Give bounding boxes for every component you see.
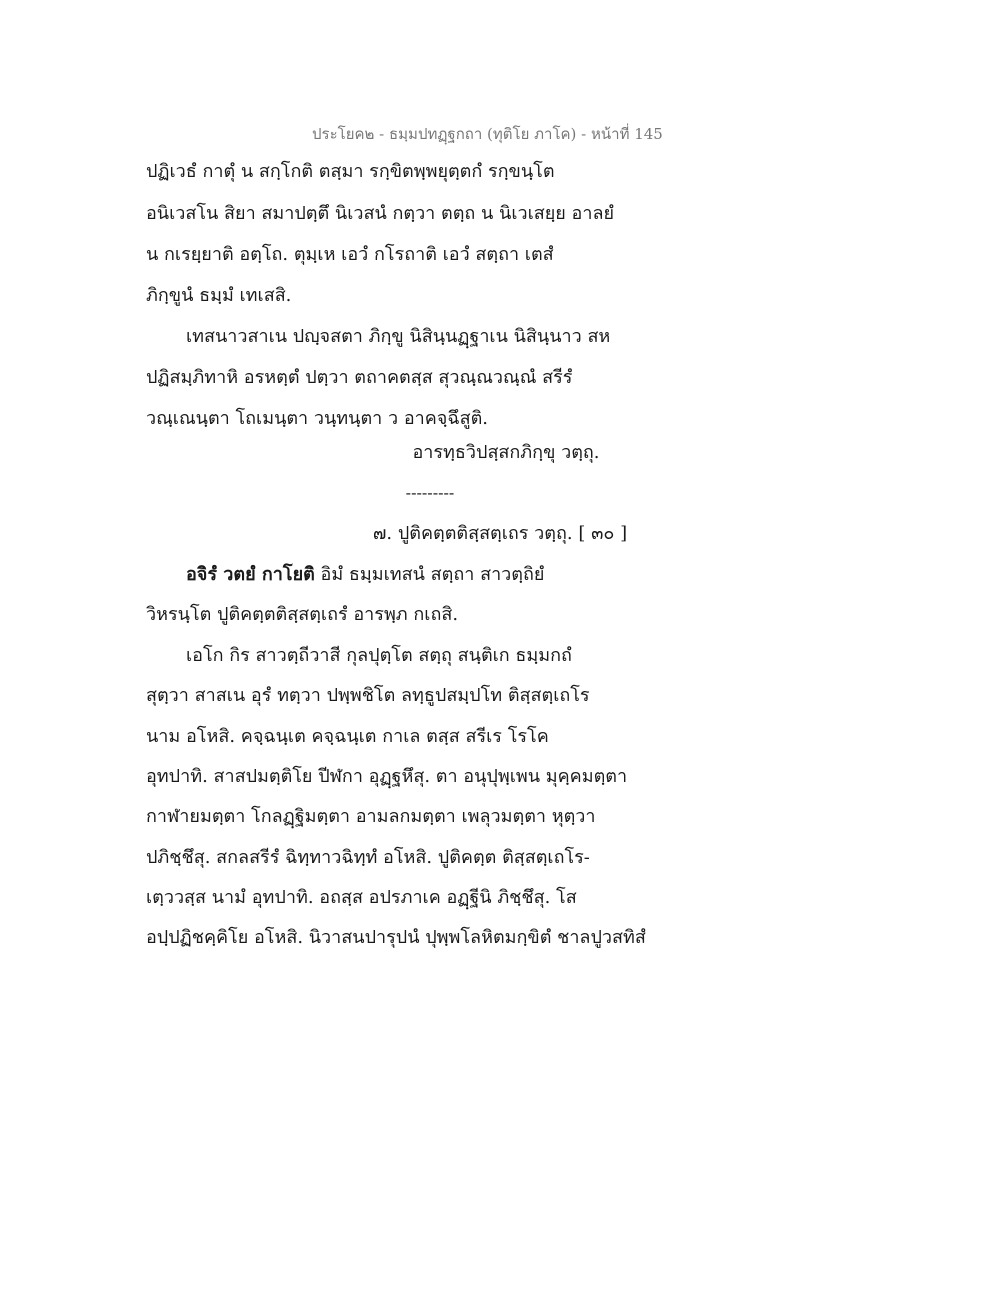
story-end-title: อารทฺธวิปสฺสกภิกฺขุ วตฺถุ. (412, 442, 600, 463)
running-header: ประโยค๒ - ธมฺมปทฏฺฐกถา (ทุติโย ภาโค) - หน้าที่ 145 (312, 125, 663, 143)
paragraph-first-line: เอโก กิร สาวตฺถีวาสี กุลปุตฺโต สตฺถุ สนฺติเก ธมฺมกถํ (186, 645, 572, 666)
text-line: ปฏิสมฺภิทาหิ อรหตฺตํ ปตฺวา ตถาคตสฺส สุวณฺณวณฺณํ สรีรํ (146, 367, 573, 388)
text-line: ปฏิเวธํ กาตุํ น สกฺโกติ ตสฺมา รกฺขิตพฺพยุตฺตกํ รกฺขนฺโต (146, 161, 555, 182)
text-line: อุทปาทิ. สาสปมตฺติโย ปีฬกา อุฏฺฐหึสุ. ตา อนุปุพฺเพน มุคฺคมตฺตา (146, 766, 628, 787)
text-line: สุตฺวา สาสเน อุรํ ทตฺวา ปพฺพชิโต ลทฺธูปสมฺปโท ติสฺสตฺเถโร (146, 685, 590, 706)
text-line: วณฺเณนฺตา โถเมนฺตา วนฺทนฺตา ว อาคจฺฉึสูติ. (146, 408, 488, 429)
text-line: เตฺววสฺส นามํ อุทปาทิ. อถสฺส อปรภาเค อฏฺฐีนิ ภิชฺชึสุ. โส (146, 887, 577, 908)
text-line: นาม อโหสิ. คจฺฉนฺเต คจฺฉนฺเต กาเล ตสฺส สรีเร โรโค (146, 726, 549, 747)
paragraph-first-line: เทสนาวสาเน ปญฺจสตา ภิกฺขู นิสินฺนฏฺฐาเน นิสินฺนาว สห (186, 326, 611, 347)
text-line: ปภิชฺชึสุ. สกลสรีรํ ฉิทฺทาวฉิทฺทํ อโหสิ. ปูติคตฺต ติสฺสตฺเถโร- (146, 847, 590, 868)
text-line: วิหรนฺโต ปูติคตฺตติสฺสตฺเถรํ อารพฺภ กเถสิ. (146, 604, 459, 625)
text-line: อนิเวสโน สิยา สมาปตฺตึ นิเวสนํ กตฺวา ตตฺถ น นิเวเสยฺย อาลยํ (146, 203, 615, 224)
text-line: อปฺปฏิชคฺคิโย อโหสิ. นิวาสนปารุปนํ ปุพฺพโลหิตมกฺขิตํ ชาลปูวสทิสํ (146, 927, 646, 948)
text-line: กาฬายมตฺตา โกลฏฺฐิมตฺตา อามลกมตฺตา เพลุวมตฺตา หุตฺวา (146, 806, 596, 827)
text-line: ภิกฺขูนํ ธมฺมํ เทเสสิ. (146, 285, 292, 306)
bold-lead-verse: อจิรํ วตยํ กาโยติ (186, 564, 315, 585)
paragraph-first-line (186, 563, 544, 587)
text-line: น กเรยฺยาติ อตฺโถ. ตุมฺเห เอวํ กโรถาติ เอวํ สตฺถา เตสํ (146, 244, 554, 265)
lead-rest: อิมํ ธมฺมเทสนํ สตฺถา สาวตฺถิยํ (314, 564, 545, 585)
story-title: ๗. ปูติคตฺตติสฺสตฺเถร วตฺถุ. [ ๓๐ ] (372, 523, 628, 544)
separator-line: --------- (405, 483, 455, 502)
